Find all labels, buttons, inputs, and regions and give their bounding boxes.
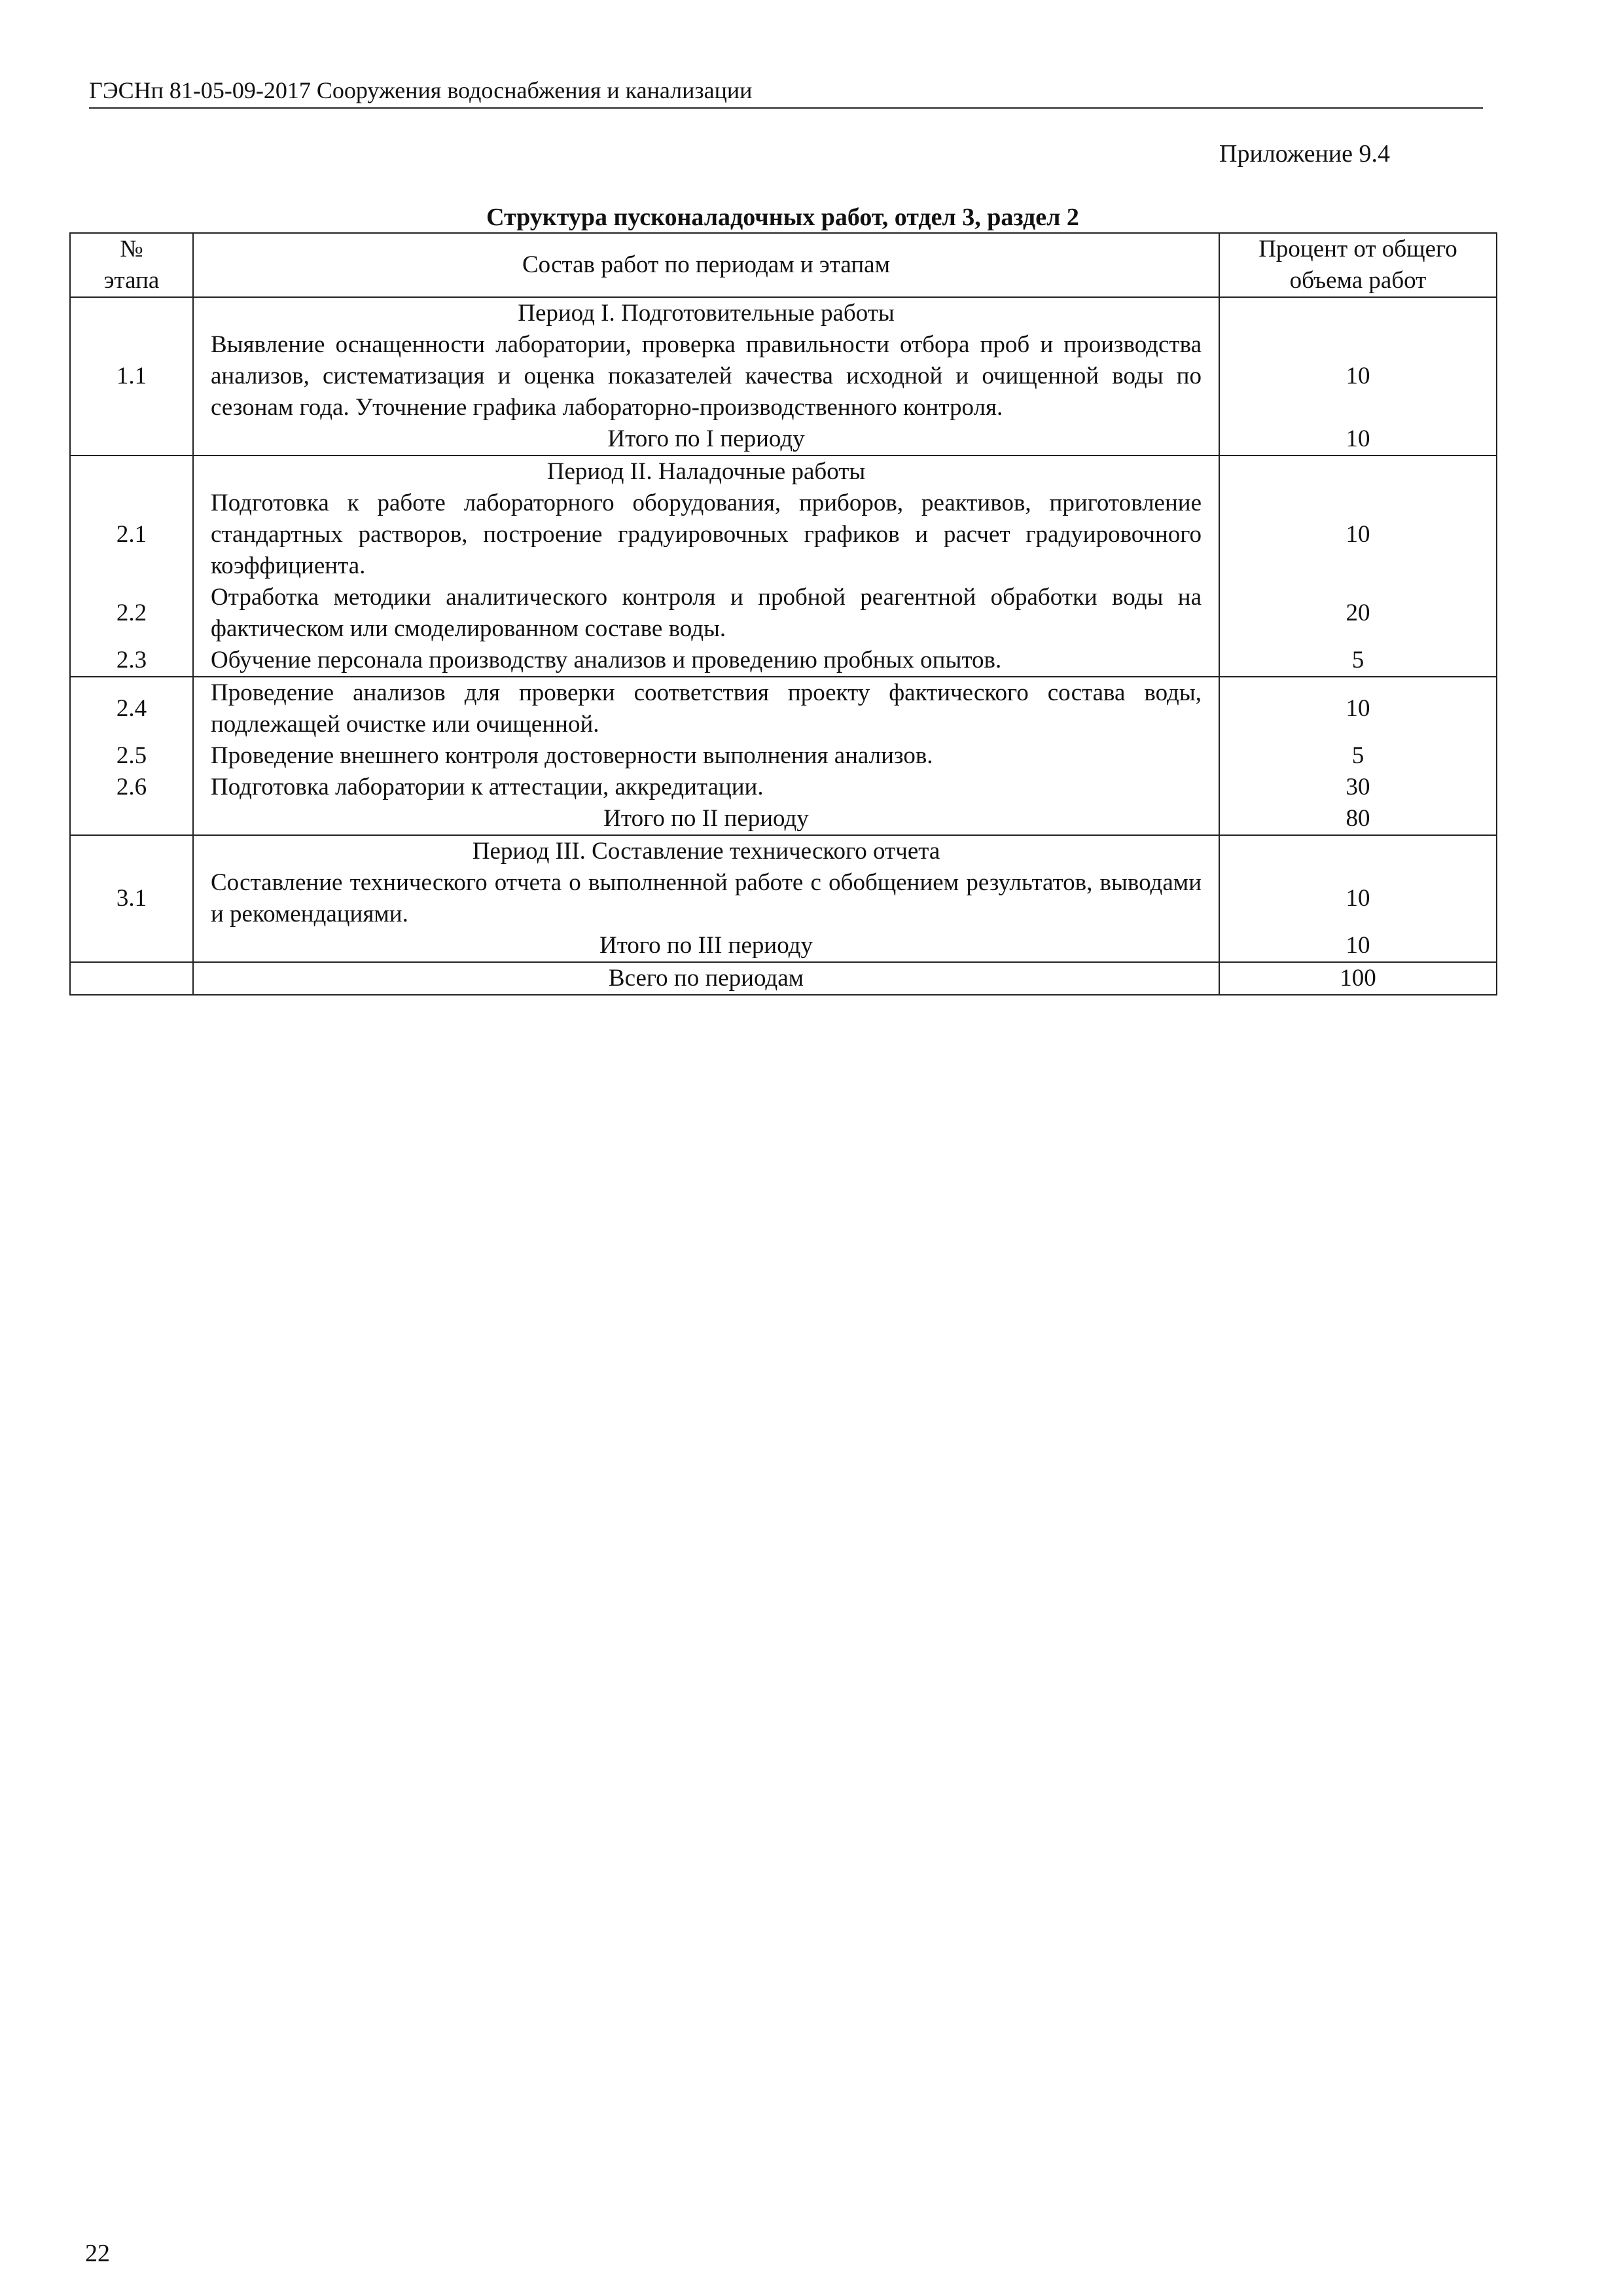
stage-row xyxy=(70,329,1497,423)
table-header-row xyxy=(70,233,1497,297)
stage-number xyxy=(70,835,193,867)
header-stage-number: № этапа xyxy=(70,233,193,297)
stage-row xyxy=(70,740,1497,772)
stage-number: 2.4 xyxy=(70,677,193,740)
percent-value: 100 xyxy=(1219,962,1497,995)
stage-description: Составление технического отчета о выполненной работе с обобщением результатов, выводами и рекомендациями. xyxy=(193,867,1219,930)
period-2-heading-row xyxy=(70,456,1497,488)
header-work-composition: Состав работ по периодам и этапам xyxy=(193,233,1219,297)
period-total-label: Итого по III периоду xyxy=(193,930,1219,962)
stage-number: 2.2 xyxy=(70,582,193,645)
percent-value: 10 xyxy=(1219,329,1497,423)
stage-description: Подготовка лаборатории к аттестации, аккредитации. xyxy=(193,772,1219,803)
stage-description: Отработка методики аналитического контроля и пробной реагентной обработки воды на фактическом или смоделированном составе воды. xyxy=(193,582,1219,645)
percent-value: 5 xyxy=(1219,645,1497,677)
percent-value xyxy=(1219,835,1497,867)
percent-value: 10 xyxy=(1219,677,1497,740)
stage-number: 2.3 xyxy=(70,645,193,677)
period-heading: Период II. Наладочные работы xyxy=(193,456,1219,488)
stage-number xyxy=(70,456,193,488)
stage-number: 2.5 xyxy=(70,740,193,772)
stage-description: Обучение персонала производству анализов и проведению пробных опытов. xyxy=(193,645,1219,677)
running-header: ГЭСНп 81-05-09-2017 Сооружения водоснабжения и канализации xyxy=(89,76,1483,109)
period-3-total-row xyxy=(70,930,1497,962)
stage-number: 1.1 xyxy=(70,329,193,423)
percent-value: 10 xyxy=(1219,488,1497,582)
stage-number xyxy=(70,803,193,835)
stage-number: 3.1 xyxy=(70,867,193,930)
stage-row xyxy=(70,488,1497,582)
stage-number: 2.6 xyxy=(70,772,193,803)
header-percent: Процент от общего объема работ xyxy=(1219,233,1497,297)
percent-value: 10 xyxy=(1219,930,1497,962)
percent-value: 20 xyxy=(1219,582,1497,645)
stage-number xyxy=(70,930,193,962)
appendix-label: Приложение 9.4 xyxy=(1219,140,1390,168)
percent-value: 80 xyxy=(1219,803,1497,835)
stage-number xyxy=(70,962,193,995)
percent-value: 10 xyxy=(1219,423,1497,456)
period-2-total-row xyxy=(70,803,1497,835)
stage-description: Проведение анализов для проверки соответствия проекту фактического состава воды, подлежащей очистке или очищенной. xyxy=(193,677,1219,740)
stage-row xyxy=(70,772,1497,803)
grand-total-label: Всего по периодам xyxy=(193,962,1219,995)
stage-number xyxy=(70,297,193,329)
percent-value: 10 xyxy=(1219,867,1497,930)
percent-value: 5 xyxy=(1219,740,1497,772)
period-heading: Период III. Составление технического отчета xyxy=(193,835,1219,867)
period-3-heading-row xyxy=(70,835,1497,867)
stage-row xyxy=(70,645,1497,677)
period-total-label: Итого по II периоду xyxy=(193,803,1219,835)
stage-description: Подготовка к работе лабораторного оборудования, приборов, реактивов, приготовление стандартных растворов, построение градуировочных графиков и расчет градуировочного коэффициента. xyxy=(193,488,1219,582)
page-number: 22 xyxy=(85,2240,110,2267)
stage-description: Проведение внешнего контроля достоверности выполнения анализов. xyxy=(193,740,1219,772)
percent-value xyxy=(1219,456,1497,488)
period-1-total-row xyxy=(70,423,1497,456)
table-title: Структура пусконаладочных работ, отдел 3, раздел 2 xyxy=(486,204,1079,231)
stage-row xyxy=(70,677,1497,740)
stage-number xyxy=(70,423,193,456)
period-total-label: Итого по I периоду xyxy=(193,423,1219,456)
percent-value xyxy=(1219,297,1497,329)
period-1-heading-row xyxy=(70,297,1497,329)
stage-number: 2.1 xyxy=(70,488,193,582)
stage-description: Выявление оснащенности лаборатории, проверка правильности отбора проб и производства анализов, систематизация и оценка показателей качества исходной и очищенной воды по сезонам года. Уточнение графика лабораторно-производственного контроля. xyxy=(193,329,1219,423)
stage-row xyxy=(70,867,1497,930)
works-structure-table xyxy=(69,232,1497,996)
period-heading: Период I. Подготовительные работы xyxy=(193,297,1219,329)
percent-value: 30 xyxy=(1219,772,1497,803)
stage-row xyxy=(70,582,1497,645)
grand-total-row xyxy=(70,962,1497,995)
